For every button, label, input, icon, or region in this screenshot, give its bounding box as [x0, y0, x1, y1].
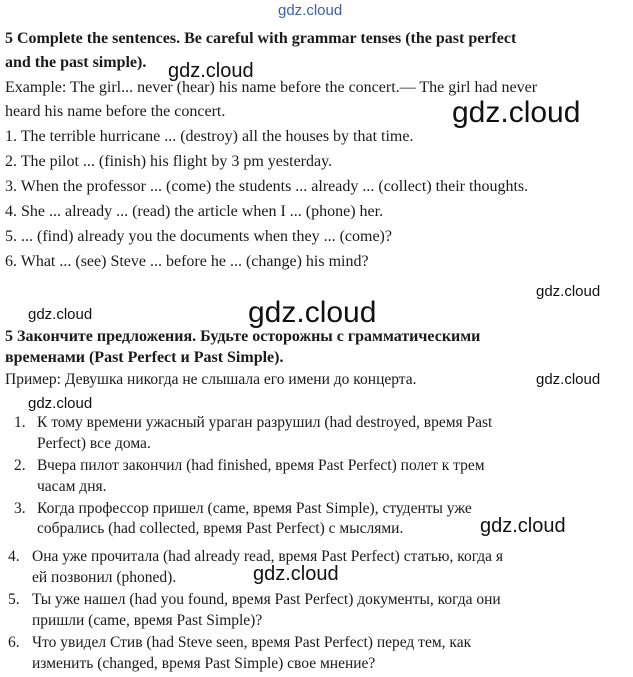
exercise-heading-en-line1: 5 Complete the sentences. Be careful with grammar tenses (the past perfect [5, 30, 517, 47]
watermark-logo: gdz.cloud [536, 371, 601, 388]
sentence-2: 2. The pilot ... (finish) his flight by 3 pm yesterday. [5, 153, 333, 170]
translation-5-line2: пришли (came, время Past Simple)? [32, 612, 263, 629]
sentence-6: 6. What ... (see) Steve ... before he ... (change) his mind? [5, 253, 369, 270]
translation-6-line2: изменить (changed, время Past Simple) свое мнение? [32, 655, 376, 672]
watermark-logo: gdz.cloud [452, 96, 581, 129]
item-number: 3. [14, 500, 26, 517]
item-number: 4. [8, 548, 20, 565]
translation-2-line2: часам дня. [37, 478, 107, 495]
translation-1-line2: Perfect) все дома. [37, 435, 151, 452]
translation-5-line1: Ты уже нашел (had you found, время Past Perfect) документы, когда они [32, 591, 501, 608]
watermark-logo: gdz.cloud [28, 395, 93, 412]
example-en-line1: Example: The girl... never (hear) his name before the concert.— The girl had never [5, 79, 538, 96]
example-ru: Пример: Девушка никогда не слышала его имени до концерта. [5, 371, 417, 388]
translation-3-line2: собрались (had collected, время Past Perfect) с мыслями. [37, 520, 404, 537]
exercise-heading-ru-line2: временами (Past Perfect и Past Simple). [5, 349, 284, 366]
sentence-4: 4. She ... already ... (read) the article when I ... (phone) her. [5, 203, 384, 220]
item-number: 1. [14, 414, 26, 431]
item-number: 2. [14, 457, 26, 474]
translation-4-line1: Она уже прочитала (had already read, время Past Perfect) статью, когда я [32, 548, 504, 565]
item-number: 5. [8, 591, 20, 608]
watermark-logo: gdz.cloud [253, 563, 339, 585]
watermark-logo: gdz.cloud [480, 515, 566, 537]
exercise-heading-ru-line1: 5 Закончите предложения. Будьте осторожны с грамматическими [5, 328, 481, 345]
watermark-logo: gdz.cloud [28, 306, 93, 323]
sentence-5: 5. ... (find) already you the documents when they ... (come)? [5, 228, 392, 245]
translation-2-line1: Вчера пилот закончил (had finished, время Past Perfect) полет к трем [37, 457, 485, 474]
translation-1-line1: К тому времени ужасный ураган разрушил (had destroyed, время Past [37, 414, 493, 431]
translation-3-line1: Когда профессор пришел (came, время Past Simple), студенты уже [37, 500, 472, 517]
watermark-logo: gdz.cloud [536, 283, 601, 300]
sentence-1: 1. The terrible hurricane ... (destroy) all the houses by that time. [5, 128, 414, 145]
translation-4-line2: ей позвонил (phoned). [32, 569, 177, 586]
watermark-logo: gdz.cloud [278, 2, 343, 19]
sentence-3: 3. When the professor ... (come) the students ... already ... (collect) their thoughts. [5, 178, 529, 195]
watermark-logo: gdz.cloud [248, 296, 377, 329]
example-en-line2: heard his name before the concert. [5, 103, 226, 120]
translation-6-line1: Что увидел Стив (had Steve seen, время Past Perfect) перед тем, как [32, 634, 472, 651]
watermark-logo: gdz.cloud [168, 60, 254, 82]
item-number: 6. [8, 634, 20, 651]
exercise-heading-en-line2: and the past simple). [5, 54, 147, 71]
